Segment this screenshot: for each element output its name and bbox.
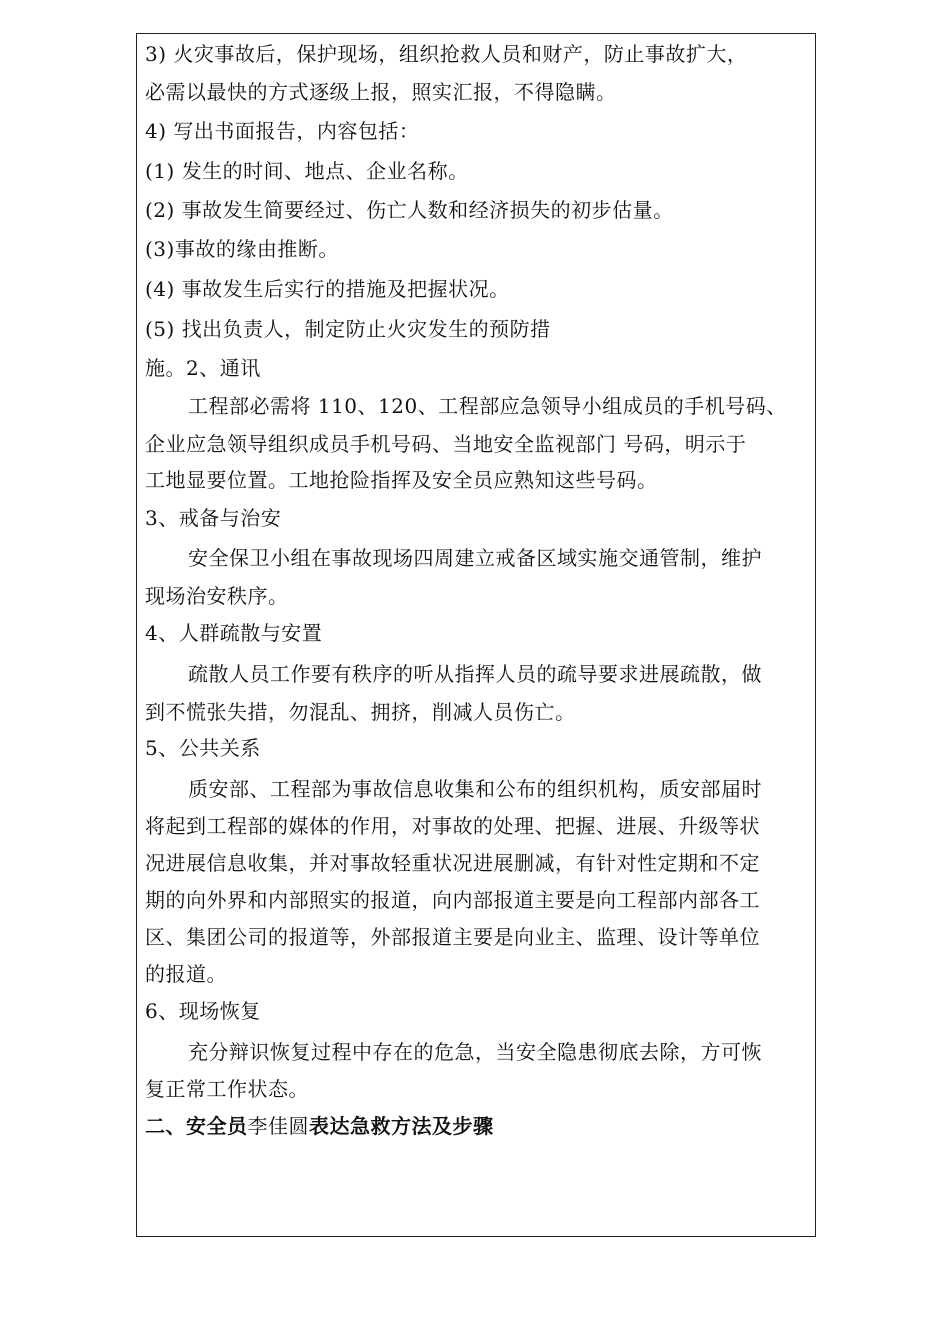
text-line: 4) 写出书面报告，内容包括：: [145, 119, 420, 143]
list-item: (5) 找出负责人，制定防止火灾发生的预防措: [145, 317, 551, 341]
list-item: (1) 发生的时间、地点、企业名称。: [145, 159, 469, 183]
list-item: (2) 事故发生简要经过、伤亡人数和经济损失的初步估量。: [145, 198, 674, 222]
paragraph-line: 的报道。: [145, 962, 227, 986]
final-heading-prefix: 二、安全员: [145, 1114, 248, 1138]
section-heading: 施。2、通讯: [145, 356, 261, 380]
paragraph-line: 工程部必需将 110、120、工程部应急领导小组成员的手机号码、: [188, 394, 787, 418]
text-line: 3) 火灾事故后，保护现场，组织抢救人员和财产，防止事故扩大，: [145, 42, 748, 66]
paragraph-line: 复正常工作状态。: [145, 1077, 309, 1101]
list-item: (3)事故的缘由推断。: [145, 237, 339, 261]
text-line: 必需以最快的方式逐级上报，照实汇报，不得隐瞒。: [145, 80, 617, 104]
paragraph-line: 现场治安秩序。: [145, 584, 289, 608]
section-heading: 3、戒备与治安: [145, 506, 282, 530]
list-item: (4) 事故发生后实行的措施及把握状况。: [145, 277, 510, 301]
paragraph-line: 工地显要位置。工地抢险指挥及安全员应熟知这些号码。: [145, 468, 658, 492]
section-heading: 4、人群疏散与安置: [145, 621, 323, 645]
paragraph-line: 疏散人员工作要有秩序的听从指挥人员的疏导要求进展疏散，做: [188, 662, 762, 686]
paragraph-line: 质安部、工程部为事故信息收集和公布的组织机构，质安部届时: [188, 777, 762, 801]
paragraph-line: 安全保卫小组在事故现场四周建立戒备区域实施交通管制，维护: [188, 546, 762, 570]
safety-officer-name: 李佳圆: [247, 1114, 309, 1138]
section-heading: 5、公共关系: [145, 736, 261, 760]
paragraph-line: 期的向外界和内部照实的报道，向内部报道主要是向工程部内部各工: [145, 888, 760, 912]
paragraph-line: 将起到工程部的媒体的作用，对事故的处理、把握、进展、升级等状: [145, 814, 760, 838]
paragraph-line: 到不慌张失措，勿混乱、拥挤，削减人员伤亡。: [145, 700, 576, 724]
paragraph-line: 况进展信息收集，并对事故轻重状况进展删减，有针对性定期和不定: [145, 851, 760, 875]
final-heading: [145, 1112, 494, 1140]
paragraph-line: 区、集团公司的报道等，外部报道主要是向业主、监理、设计等单位: [145, 925, 760, 949]
paragraph-line: 企业应急领导组织成员手机号码、当地安全监视部门 号码，明示于: [145, 432, 747, 456]
section-heading: 6、现场恢复: [145, 999, 261, 1023]
final-heading-suffix: 表达急救方法及步骤: [309, 1114, 494, 1138]
paragraph-line: 充分辩识恢复过程中存在的危急，当安全隐患彻底去除，方可恢: [188, 1040, 762, 1064]
